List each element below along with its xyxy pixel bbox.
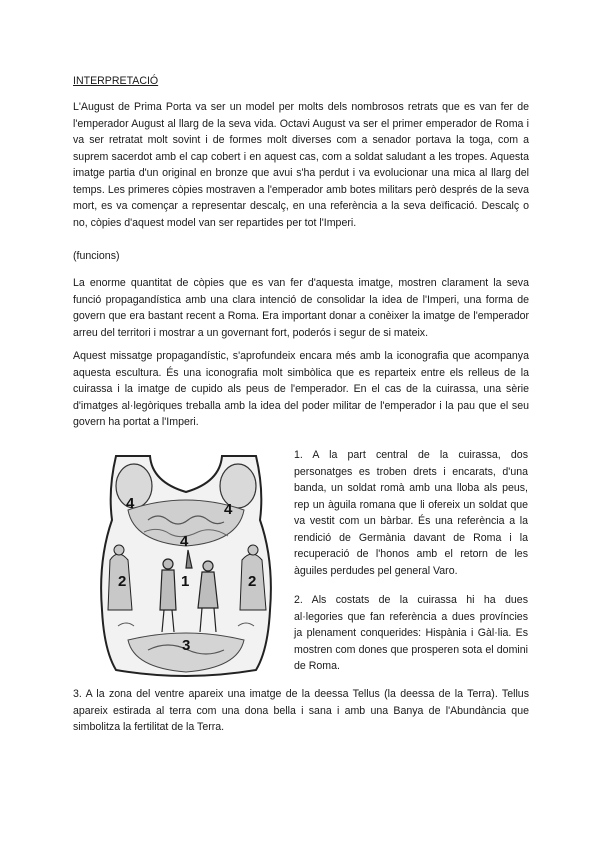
cuirass-illustration (88, 450, 284, 682)
figure-label-1: 1 (181, 573, 190, 590)
figure-label-4-center: 4 (180, 533, 189, 550)
figure-label-4-right: 4 (224, 501, 233, 518)
page-title: INTERPRETACIÓ (73, 75, 159, 87)
figure-label-2-right: 2 (248, 573, 257, 590)
item-1-paragraph: 1. A la part central de la cuirassa, dos personatges es troben drets i encarats, d'una banda, un soldat romà amb una lloba als peus, rep un àguila romana que li ofereix un soldat que va vestit com un bàrbar. És una referència a la rendició de Germània davant de Roma i la recuperació de l'honos amb el retorn de les àguiles perdudes pel general Varo. (294, 449, 528, 577)
intro-paragraph: L'August de Prima Porta va ser un model per molts dels nombrosos retrats que es van fer de l'emperador August al llarg de la seva vida. Octavi August va ser el primer emperador de Roma i va ser retratat molt sovint i de formes molt diverses com a senador portava la toga, com a suprem sacerdot amb el cap cobert i en aquest cas, com a soldat saludant a les tropes. Aquesta imatge partia d'un original en bronze que avui s'ha perdut i va evolucionar una mica al llarg del temps. Les primeres còpies mostraven a l'emperador amb botes militars però després de la seva mort, es va començar a representar descalç, en una referència a la seva deïficació. Descalç o no, còpies d'aquest model van ser repartides per tot l'Imperi. (73, 101, 529, 229)
figure-label-4-left: 4 (126, 495, 135, 512)
figure-label-2-left: 2 (118, 573, 127, 590)
figure-label-3: 3 (182, 637, 191, 654)
item-3-paragraph: 3. A la zona del ventre apareix una imatge de la deessa Tellus (la deessa de la Terra). Tellus apareix estirada al terra com una dona bella i sana i amb una Banya de l'Abundància que simbolitza la fertilitat de la Terra. (73, 688, 529, 733)
funcions-label: (funcions) (73, 250, 120, 262)
cuirass-drawing (88, 450, 284, 682)
item-2-paragraph: 2. Als costats de la cuirassa hi ha dues al·legories que fan referència a dues províncies ja plenament conquerides: Hispània i Gàl·lia. Es mostren com dones que prosperen sota el domini de Roma. (294, 594, 528, 672)
funcions-paragraph: La enorme quantitat de còpies que es van fer d'aquesta imatge, mostren clarament la seva funció propagandística amb una clara intenció de consolidar la idea de l'Imperi, una forma de govern que era bastant recent a Roma. Era important donar a conèixer la imatge de l'emperador arreu del territori i mostrar a un governant fort, poderós i segur de si mateix. (73, 277, 529, 339)
missatge-paragraph: Aquest missatge propagandístic, s'aprofundeix encara més amb la iconografia que acompanya aquesta escultura. És una iconografia molt simbòlica que es reparteix entre els relleus de la cuirassa i la imatge de cupido als peus de l'emperador. En el cas de la cuirassa, una sèrie d'imatges al·legòriques treballa amb la idea del poder militar de l'emperador i la pau que el seu govern ha portat a l'Imperi. (73, 350, 529, 428)
